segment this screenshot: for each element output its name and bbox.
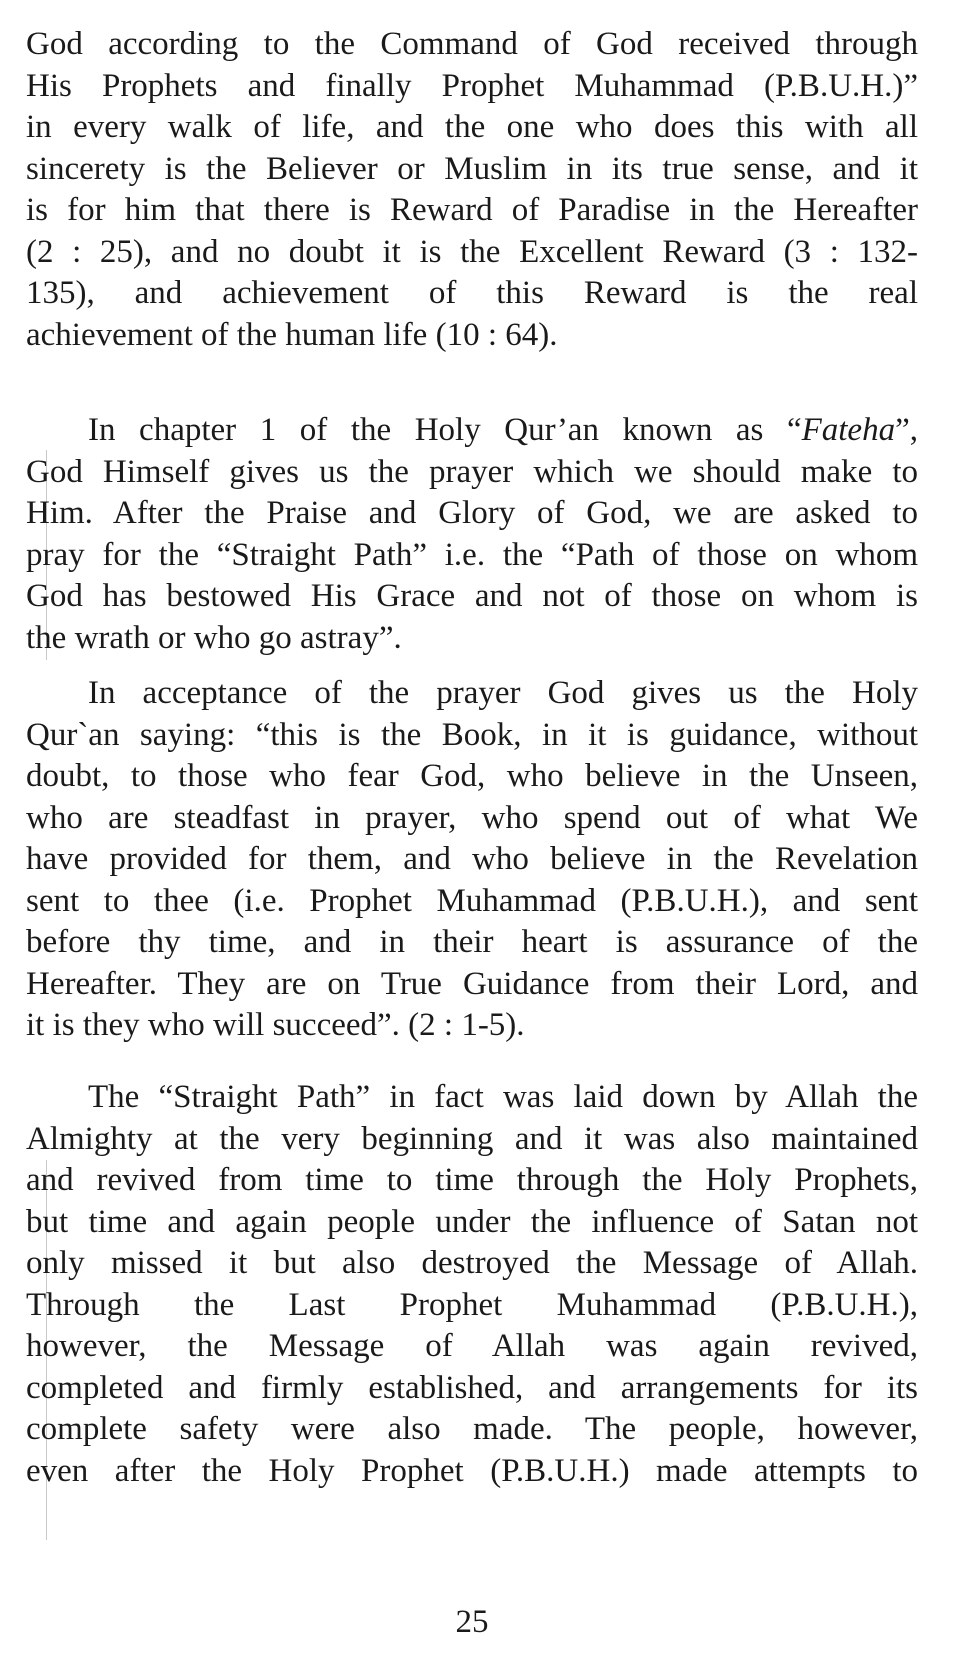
paragraph-1 (26, 24, 918, 356)
text-line: however, the Message of Allah was again revived, (26, 1328, 918, 1364)
book-page (26, 10, 918, 1650)
paragraph-3 (26, 673, 918, 1047)
text-line: doubt, to those who fear God, who believe in the Unseen, (26, 758, 918, 794)
text-line: (2 : 25), and no doubt it is the Excellent Reward (3 : 132- (26, 233, 918, 270)
paragraph-2 (26, 410, 918, 659)
text-line: have provided for them, and who believe in the Revelation (26, 841, 918, 877)
text-line: completed and firmly established, and arrangements for its (26, 1369, 918, 1406)
text-line: In chapter 1 of the Holy Qur’an known as “Fateha”, (88, 412, 918, 448)
text-line: achievement of the human life (10 : 64). (26, 316, 558, 353)
page-number: 25 (455, 1604, 489, 1640)
text-line: only missed it but also destroyed the Message of Allah. (26, 1245, 918, 1281)
text-line: it is they who will succeed”. (2 : 1-5). (26, 1007, 525, 1043)
text-line: Almighty at the very beginning and it was also maintained (26, 1120, 918, 1157)
text-line: God has bestowed His Grace and not of those on whom is (26, 578, 918, 614)
text-line: and revived from time to time through the Holy Prophets, (26, 1162, 918, 1198)
italic-term: Fateha (801, 412, 896, 448)
text-line: but time and again people under the influence of Satan not (26, 1203, 918, 1240)
text-line: complete safety were also made. The people, however, (26, 1411, 918, 1447)
text-line: sincerety is the Believer or Muslim in its true sense, and it (26, 150, 918, 187)
text-line: Hereafter. They are on True Guidance from their Lord, and (26, 965, 918, 1002)
text-line: His Prophets and finally Prophet Muhammad (P.B.U.H.)” (26, 67, 918, 104)
text-line: Qur`an saying: “this is the Book, in it is guidance, without (26, 716, 918, 753)
text-line: God Himself gives us the prayer which we should make to (26, 453, 918, 490)
text-line: Through the Last Prophet Muhammad (P.B.U.H.), (26, 1286, 918, 1323)
text-line: is for him that there is Reward of Paradise in the Hereafter (26, 192, 918, 228)
paragraph-4 (26, 1077, 918, 1492)
text-line: 135), and achievement of this Reward is the real (26, 275, 918, 311)
text-line: who are steadfast in prayer, who spend out of what We (26, 799, 918, 836)
text-line: sent to thee (i.e. Prophet Muhammad (P.B.U.H.), and sent (26, 882, 918, 919)
text-line: pray for the “Straight Path” i.e. the “Path of those on whom (26, 536, 918, 573)
text-line: before thy time, and in their heart is assurance of the (26, 924, 918, 960)
text-line: God according to the Command of God received through (26, 26, 918, 62)
text-line: In acceptance of the prayer God gives us the Holy (88, 675, 918, 711)
text-line: in every walk of life, and the one who does this with all (26, 109, 918, 145)
text-line: Him. After the Praise and Glory of God, we are asked to (26, 495, 918, 531)
text-line: The “Straight Path” in fact was laid down by Allah the (88, 1079, 918, 1115)
text-line: the wrath or who go astray”. (26, 619, 402, 656)
text-line: even after the Holy Prophet (P.B.U.H.) made attempts to (26, 1452, 918, 1489)
